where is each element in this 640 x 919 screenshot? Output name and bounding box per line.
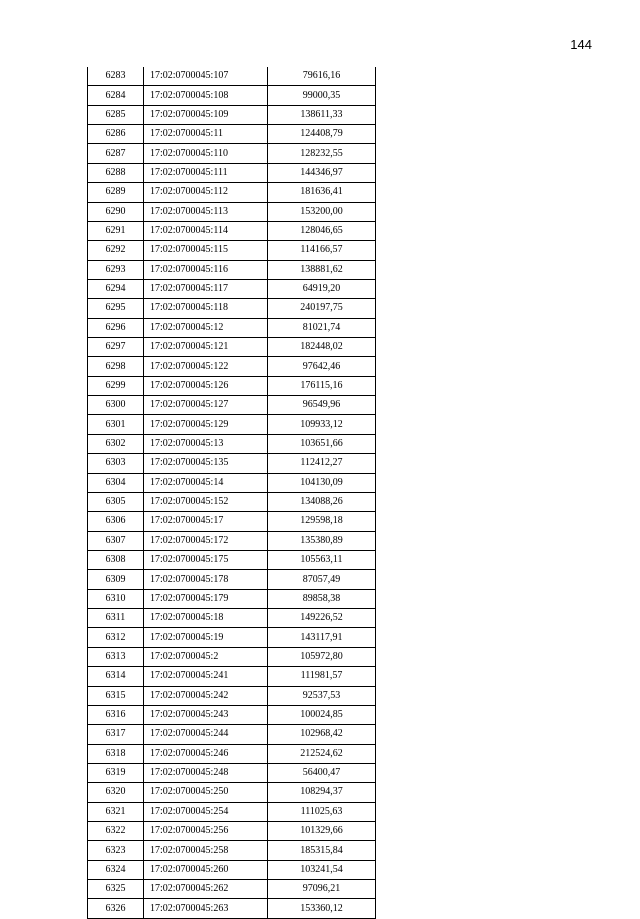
cadastral-number-cell: 17:02:0700045:263	[144, 899, 268, 918]
cadastral-number-cell: 17:02:0700045:246	[144, 744, 268, 763]
cadastral-value-cell: 176115,16	[268, 376, 376, 395]
row-number-cell: 6284	[88, 86, 144, 105]
cadastral-value-cell: 135380,89	[268, 531, 376, 550]
table-row	[88, 454, 376, 473]
table-row	[88, 512, 376, 531]
table-row	[88, 725, 376, 744]
row-number-cell: 6294	[88, 279, 144, 298]
row-number-cell: 6302	[88, 434, 144, 453]
cadastral-value-cell: 111025,63	[268, 802, 376, 821]
cadastral-value-cell: 101329,66	[268, 822, 376, 841]
cadastral-number-cell: 17:02:0700045:111	[144, 163, 268, 182]
table-row	[88, 376, 376, 395]
table-row	[88, 744, 376, 763]
cadastral-value-cell: 153200,00	[268, 202, 376, 221]
row-number-cell: 6299	[88, 376, 144, 395]
cadastral-value-cell: 143117,91	[268, 628, 376, 647]
cadastral-value-cell: 105972,80	[268, 647, 376, 666]
cadastral-number-cell: 17:02:0700045:115	[144, 241, 268, 260]
table-row	[88, 86, 376, 105]
row-number-cell: 6300	[88, 396, 144, 415]
cadastral-number-cell: 17:02:0700045:117	[144, 279, 268, 298]
row-number-cell: 6296	[88, 318, 144, 337]
row-number-cell: 6310	[88, 589, 144, 608]
cadastral-value-cell: 87057,49	[268, 570, 376, 589]
table-row	[88, 783, 376, 802]
cadastral-number-cell: 17:02:0700045:178	[144, 570, 268, 589]
cadastral-value-cell: 99000,35	[268, 86, 376, 105]
cadastral-number-cell: 17:02:0700045:260	[144, 860, 268, 879]
table-row	[88, 67, 376, 86]
row-number-cell: 6286	[88, 125, 144, 144]
table-row	[88, 241, 376, 260]
table-row	[88, 338, 376, 357]
cadastral-value-cell: 181636,41	[268, 183, 376, 202]
row-number-cell: 6308	[88, 550, 144, 569]
row-number-cell: 6305	[88, 492, 144, 511]
cadastral-value-cell: 114166,57	[268, 241, 376, 260]
table-row	[88, 763, 376, 782]
row-number-cell: 6325	[88, 880, 144, 899]
row-number-cell: 6307	[88, 531, 144, 550]
cadastral-number-cell: 17:02:0700045:175	[144, 550, 268, 569]
row-number-cell: 6293	[88, 260, 144, 279]
cadastral-number-cell: 17:02:0700045:118	[144, 299, 268, 318]
row-number-cell: 6303	[88, 454, 144, 473]
cadastral-value-cell: 108294,37	[268, 783, 376, 802]
table-row	[88, 802, 376, 821]
row-number-cell: 6295	[88, 299, 144, 318]
cadastral-value-cell: 138881,62	[268, 260, 376, 279]
table-row	[88, 202, 376, 221]
table-row	[88, 589, 376, 608]
cadastral-value-cell: 97096,21	[268, 880, 376, 899]
cadastral-value-cell: 240197,75	[268, 299, 376, 318]
table-row	[88, 260, 376, 279]
table-row	[88, 841, 376, 860]
table-row	[88, 163, 376, 182]
cadastral-value-cell: 105563,11	[268, 550, 376, 569]
table-row	[88, 628, 376, 647]
table-row	[88, 183, 376, 202]
cadastral-number-cell: 17:02:0700045:19	[144, 628, 268, 647]
cadastral-value-cell: 89858,38	[268, 589, 376, 608]
row-number-cell: 6288	[88, 163, 144, 182]
table-row	[88, 434, 376, 453]
cadastral-value-cell: 212524,62	[268, 744, 376, 763]
table-row	[88, 318, 376, 337]
row-number-cell: 6292	[88, 241, 144, 260]
cadastral-value-cell: 149226,52	[268, 609, 376, 628]
table-row	[88, 144, 376, 163]
table-row	[88, 899, 376, 918]
cadastral-number-cell: 17:02:0700045:241	[144, 667, 268, 686]
row-number-cell: 6297	[88, 338, 144, 357]
row-number-cell: 6315	[88, 686, 144, 705]
cadastral-number-cell: 17:02:0700045:248	[144, 763, 268, 782]
row-number-cell: 6291	[88, 221, 144, 240]
table-row	[88, 880, 376, 899]
cadastral-value-cell: 124408,79	[268, 125, 376, 144]
cadastral-number-cell: 17:02:0700045:110	[144, 144, 268, 163]
row-number-cell: 6318	[88, 744, 144, 763]
cadastral-value-cell: 104130,09	[268, 473, 376, 492]
table-row	[88, 609, 376, 628]
cadastral-number-cell: 17:02:0700045:13	[144, 434, 268, 453]
cadastral-number-cell: 17:02:0700045:14	[144, 473, 268, 492]
table-row	[88, 647, 376, 666]
cadastral-number-cell: 17:02:0700045:135	[144, 454, 268, 473]
table-row	[88, 550, 376, 569]
cadastral-number-cell: 17:02:0700045:18	[144, 609, 268, 628]
cadastral-number-cell: 17:02:0700045:172	[144, 531, 268, 550]
row-number-cell: 6306	[88, 512, 144, 531]
row-number-cell: 6287	[88, 144, 144, 163]
row-number-cell: 6319	[88, 763, 144, 782]
cadastral-number-cell: 17:02:0700045:116	[144, 260, 268, 279]
table-row	[88, 105, 376, 124]
cadastral-number-cell: 17:02:0700045:126	[144, 376, 268, 395]
cadastral-number-cell: 17:02:0700045:256	[144, 822, 268, 841]
cadastral-value-cell: 128046,65	[268, 221, 376, 240]
table-row	[88, 570, 376, 589]
row-number-cell: 6316	[88, 705, 144, 724]
cadastral-number-cell: 17:02:0700045:122	[144, 357, 268, 376]
cadastral-number-cell: 17:02:0700045:11	[144, 125, 268, 144]
cadastral-value-cell: 102968,42	[268, 725, 376, 744]
cadastral-number-cell: 17:02:0700045:242	[144, 686, 268, 705]
cadastral-number-cell: 17:02:0700045:244	[144, 725, 268, 744]
row-number-cell: 6324	[88, 860, 144, 879]
row-number-cell: 6326	[88, 899, 144, 918]
cadastral-number-cell: 17:02:0700045:112	[144, 183, 268, 202]
cadastral-value-cell: 182448,02	[268, 338, 376, 357]
row-number-cell: 6298	[88, 357, 144, 376]
cadastral-value-cell: 134088,26	[268, 492, 376, 511]
cadastral-number-cell: 17:02:0700045:114	[144, 221, 268, 240]
page-number: 144	[570, 37, 592, 52]
table-row	[88, 667, 376, 686]
cadastral-value-cell: 96549,96	[268, 396, 376, 415]
table-row	[88, 686, 376, 705]
cadastral-number-cell: 17:02:0700045:179	[144, 589, 268, 608]
table-body	[88, 67, 376, 918]
cadastral-number-cell: 17:02:0700045:258	[144, 841, 268, 860]
row-number-cell: 6290	[88, 202, 144, 221]
cadastral-value-cell: 97642,46	[268, 357, 376, 376]
cadastral-value-cell: 103651,66	[268, 434, 376, 453]
row-number-cell: 6289	[88, 183, 144, 202]
cadastral-number-cell: 17:02:0700045:262	[144, 880, 268, 899]
table-row	[88, 415, 376, 434]
cadastral-value-cell: 153360,12	[268, 899, 376, 918]
cadastral-number-cell: 17:02:0700045:254	[144, 802, 268, 821]
cadastral-value-cell: 144346,97	[268, 163, 376, 182]
row-number-cell: 6301	[88, 415, 144, 434]
table-row	[88, 279, 376, 298]
cadastral-number-cell: 17:02:0700045:2	[144, 647, 268, 666]
cadastral-value-cell: 81021,74	[268, 318, 376, 337]
table-row	[88, 822, 376, 841]
row-number-cell: 6283	[88, 67, 144, 86]
table-row	[88, 221, 376, 240]
row-number-cell: 6320	[88, 783, 144, 802]
row-number-cell: 6285	[88, 105, 144, 124]
row-number-cell: 6311	[88, 609, 144, 628]
cadastral-value-cell: 64919,20	[268, 279, 376, 298]
cadastral-value-cell: 109933,12	[268, 415, 376, 434]
cadastral-value-cell: 111981,57	[268, 667, 376, 686]
table-row	[88, 357, 376, 376]
cadastral-number-cell: 17:02:0700045:17	[144, 512, 268, 531]
row-number-cell: 6322	[88, 822, 144, 841]
row-number-cell: 6323	[88, 841, 144, 860]
row-number-cell: 6312	[88, 628, 144, 647]
cadastral-number-cell: 17:02:0700045:12	[144, 318, 268, 337]
cadastral-value-cell: 138611,33	[268, 105, 376, 124]
cadastral-number-cell: 17:02:0700045:121	[144, 338, 268, 357]
cadastral-number-cell: 17:02:0700045:152	[144, 492, 268, 511]
cadastral-number-cell: 17:02:0700045:129	[144, 415, 268, 434]
cadastral-number-cell: 17:02:0700045:113	[144, 202, 268, 221]
cadastral-value-cell: 112412,27	[268, 454, 376, 473]
cadastral-number-cell: 17:02:0700045:108	[144, 86, 268, 105]
table-row	[88, 396, 376, 415]
cadastral-value-table	[87, 67, 376, 919]
table-row	[88, 492, 376, 511]
table-row	[88, 531, 376, 550]
cadastral-number-cell: 17:02:0700045:250	[144, 783, 268, 802]
cadastral-value-cell: 128232,55	[268, 144, 376, 163]
cadastral-value-cell: 103241,54	[268, 860, 376, 879]
row-number-cell: 6313	[88, 647, 144, 666]
cadastral-value-cell: 129598,18	[268, 512, 376, 531]
cadastral-value-cell: 185315,84	[268, 841, 376, 860]
cadastral-value-cell: 100024,85	[268, 705, 376, 724]
row-number-cell: 6317	[88, 725, 144, 744]
table-row	[88, 705, 376, 724]
row-number-cell: 6314	[88, 667, 144, 686]
row-number-cell: 6321	[88, 802, 144, 821]
cadastral-number-cell: 17:02:0700045:109	[144, 105, 268, 124]
cadastral-value-cell: 56400,47	[268, 763, 376, 782]
cadastral-value-cell: 92537,53	[268, 686, 376, 705]
table-row	[88, 299, 376, 318]
cadastral-number-cell: 17:02:0700045:243	[144, 705, 268, 724]
table-row	[88, 860, 376, 879]
table-row	[88, 473, 376, 492]
row-number-cell: 6304	[88, 473, 144, 492]
cadastral-number-cell: 17:02:0700045:127	[144, 396, 268, 415]
row-number-cell: 6309	[88, 570, 144, 589]
table-row	[88, 125, 376, 144]
cadastral-number-cell: 17:02:0700045:107	[144, 67, 268, 86]
cadastral-value-cell: 79616,16	[268, 67, 376, 86]
